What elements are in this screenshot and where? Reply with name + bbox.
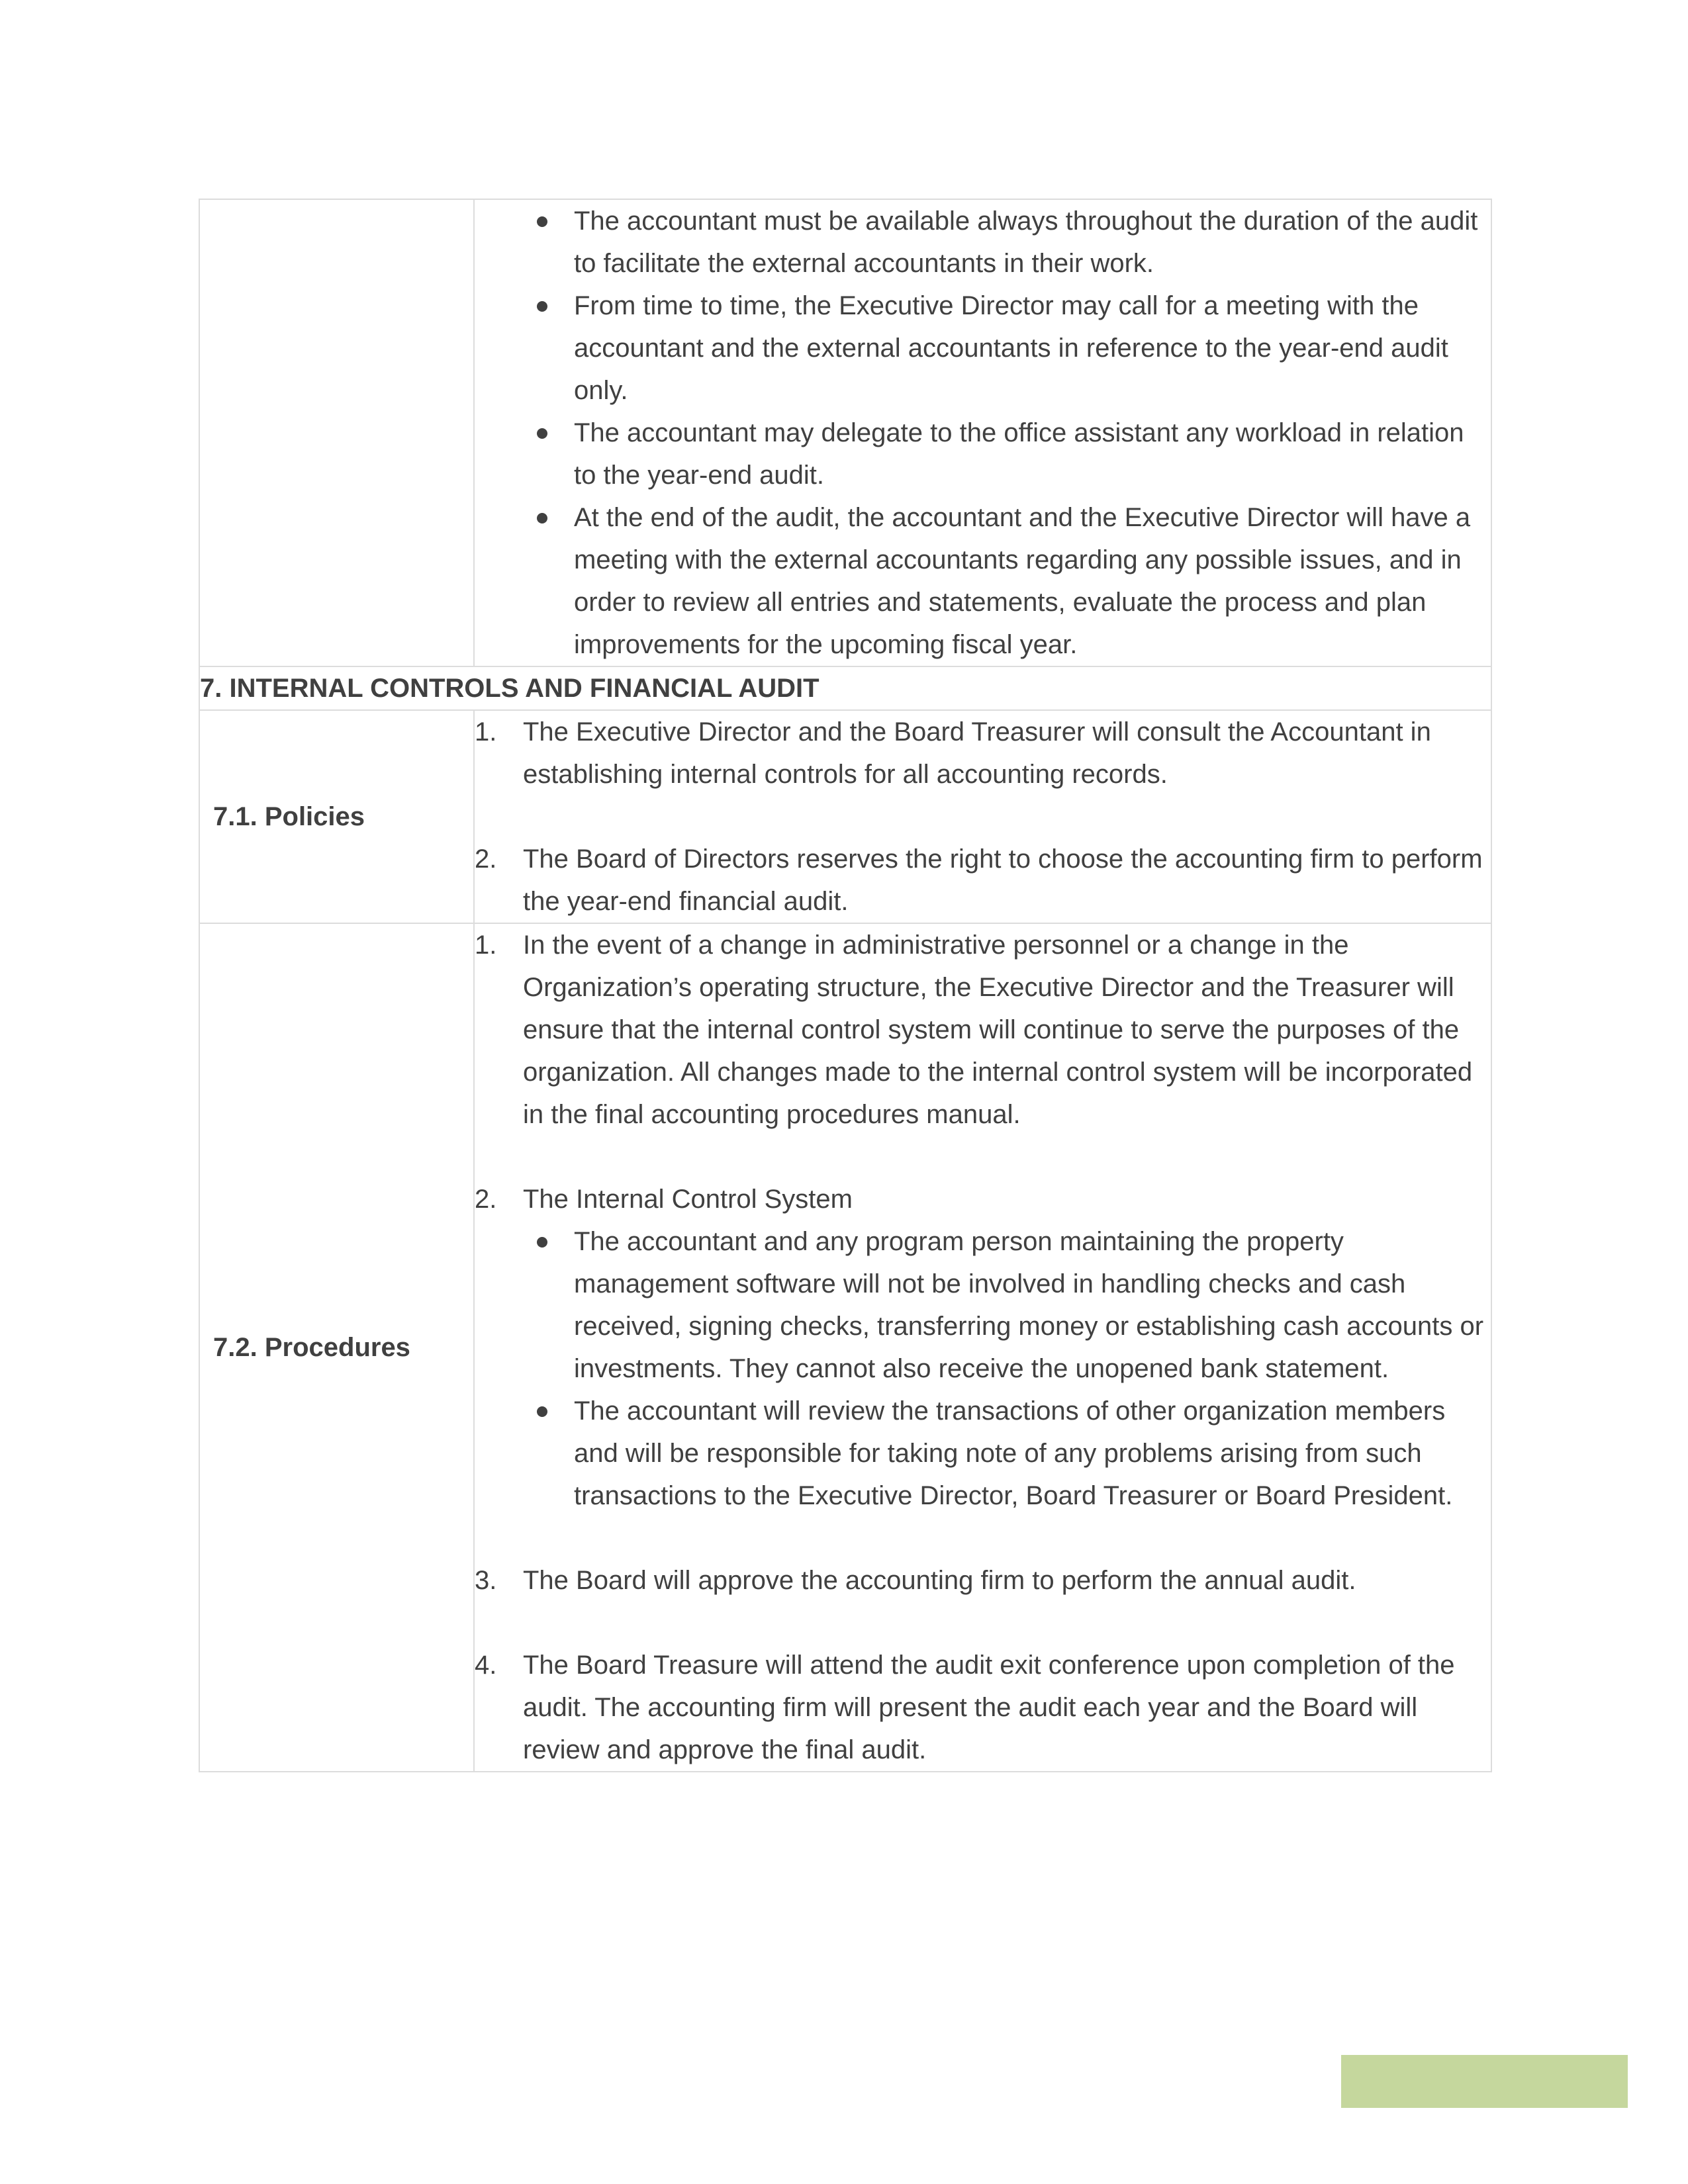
procedures-row xyxy=(199,923,1491,1772)
list-item: The accountant will review the transactions of other organization members and will be responsible for taking note of any problems arising from such transactions to the Executive Director, Board Treasurer or Board President. xyxy=(475,1390,1491,1517)
list-item: 4. The Board Treasure will attend the audit exit conference upon completion of the audit. The accounting firm will present the audit each year and the Board will review and approve the final audit. xyxy=(475,1651,1455,1764)
spacer xyxy=(475,1602,1491,1644)
list-item: The accountant must be available always throughout the duration of the audit to facilitate the external accountants in their work. xyxy=(475,200,1491,285)
internal-control-bullet-list xyxy=(475,1220,1491,1517)
list-item: From time to time, the Executive Director may call for a meeting with the accountant and the external accountants in reference to the year-end audit only. xyxy=(475,285,1491,412)
list-item: At the end of the audit, the accountant and the Executive Director will have a meeting with the external accountants regarding any possible issues, and in order to review all entries and statements, evaluate the process and plan improvements for the upcoming fiscal year. xyxy=(475,496,1491,666)
bullet-icon xyxy=(537,216,547,227)
policies-cell xyxy=(474,710,1491,923)
footer-accent-bar xyxy=(1341,2055,1628,2108)
bullet-icon xyxy=(537,1406,547,1417)
continuation-cell xyxy=(474,199,1491,666)
list-item: The accountant may delegate to the office assistant any workload in relation to the year-end audit. xyxy=(475,412,1491,496)
list-item: 2. The Internal Control System The accountant and any program person maintaining the property management software will not be involved in handling checks and cash received, signing checks, transferring money or establishing cash accounts or investments. They cannot also receive the unopened bank statement. The accountant will review the transactions of other organization members and will be responsible for taking note of any problems arising from such transactions to the Executive Director, Board Treasurer or Board President. xyxy=(475,1178,1491,1517)
section-heading: 7. INTERNAL CONTROLS AND FINANCIAL AUDIT xyxy=(199,666,1491,710)
list-item: 2. The Board of Directors reserves the right to choose the accounting firm to perform the year-end financial audit. xyxy=(475,844,1483,916)
bullet-icon xyxy=(537,1237,547,1248)
empty-label-cell xyxy=(199,199,474,666)
policies-label: 7.1. Policies xyxy=(199,710,474,923)
procedures-label: 7.2. Procedures xyxy=(199,923,474,1772)
spacer xyxy=(475,1517,1491,1559)
bullet-icon xyxy=(537,513,547,523)
section-heading-row xyxy=(199,666,1491,710)
bullet-icon xyxy=(537,428,547,439)
policy-table xyxy=(199,199,1492,1772)
continuation-row xyxy=(199,199,1491,666)
list-item: 1. In the event of a change in administrative personnel or a change in the Organization’s operating structure, the Executive Director and the Treasurer will ensure that the internal control system will continue to serve the purposes of the organization. All changes made to the internal control system will be incorporated in the final accounting procedures manual. xyxy=(475,931,1473,1129)
bullet-icon xyxy=(537,301,547,312)
list-item: 1. The Executive Director and the Board Treasurer will consult the Accountant in establishing internal controls for all accounting records. xyxy=(475,717,1431,789)
spacer xyxy=(475,796,1491,838)
procedures-list xyxy=(475,924,1491,1771)
spacer xyxy=(475,1136,1491,1178)
list-item: 3. The Board will approve the accounting firm to perform the annual audit. xyxy=(475,1566,1356,1595)
continuation-bullet-list xyxy=(475,200,1491,666)
policies-list xyxy=(475,711,1491,923)
list-item: The accountant and any program person maintaining the property management software will not be involved in handling checks and cash received, signing checks, transferring money or establishing cash accounts or investments. They cannot also receive the unopened bank statement. xyxy=(475,1220,1491,1390)
procedures-cell xyxy=(474,923,1491,1772)
policies-row xyxy=(199,710,1491,923)
